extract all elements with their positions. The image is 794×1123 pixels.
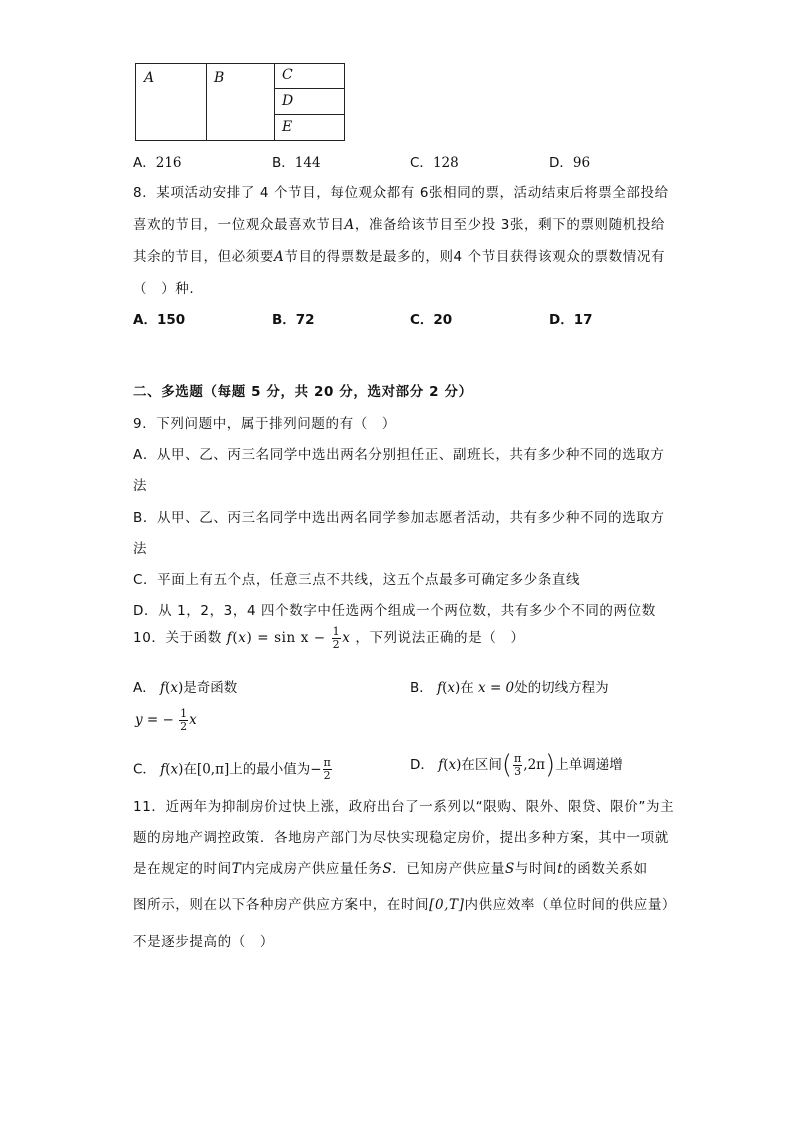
- option-label: B．: [272, 155, 295, 171]
- variable: t: [557, 861, 564, 877]
- text: ,2π: [523, 757, 546, 773]
- option-label: C．: [133, 761, 156, 778]
- variable: x: [170, 680, 178, 696]
- table-cell-b: B: [214, 70, 225, 86]
- fraction: [513, 753, 522, 778]
- text: ．已知房产供应量: [392, 861, 505, 877]
- table-cell-e: E: [282, 119, 293, 135]
- option-label: B．: [410, 680, 433, 696]
- q10-option-c[interactable]: C． f(x)在[0,π]上的最小值为− $\frac{\pi}{2}$: [133, 756, 331, 782]
- q9-option-b-cont: 法: [133, 541, 148, 557]
- text: 10．关于函数: [133, 630, 222, 646]
- text: ，下列说法正确的是（ ）: [355, 630, 525, 646]
- fraction: [179, 708, 188, 733]
- option-label: A．: [133, 155, 156, 171]
- q8-stem-line-4: （ ）种.: [133, 281, 195, 297]
- variable: f: [438, 757, 444, 773]
- option-label: D．: [549, 155, 573, 171]
- q9-option-a[interactable]: A．从甲、乙、丙三名同学中选出两名分别担任正、副班长，共有多少种不同的选取方: [133, 447, 665, 463]
- table-divider: [274, 114, 344, 115]
- q10-stem: [133, 626, 525, 651]
- variable: f: [437, 680, 443, 696]
- denominator: 2: [180, 720, 188, 733]
- q8-stem-line-2: [133, 213, 665, 233]
- q8-option-c[interactable]: C．20: [410, 312, 453, 328]
- text: 处的切线方程为: [514, 680, 609, 696]
- q7-option-d[interactable]: [549, 151, 590, 171]
- numerator: π: [514, 751, 522, 765]
- numerator: π: [323, 756, 331, 769]
- text: 内供应效率（单位时间的供应量）: [464, 897, 677, 913]
- table-cell-a: A: [144, 70, 155, 86]
- text: 在: [460, 680, 474, 696]
- interval: [0,π]: [196, 761, 230, 778]
- variable: x: [238, 630, 247, 646]
- q8-stem-line-1: 8．某项活动安排了 4 个节目，每位观众都有 6张相同的票，活动结束后将票全部投给: [133, 185, 669, 201]
- q10-option-a[interactable]: A． f(x)是奇函数: [133, 680, 238, 696]
- text: ，准备给该节目至少投 3张，剩下的票则随机投给: [354, 217, 666, 233]
- denominator: 3: [514, 764, 522, 778]
- table-divider: [274, 64, 275, 140]
- interval: [0,T]: [429, 897, 465, 913]
- text: = sin x −: [257, 630, 326, 646]
- variable: f: [226, 630, 233, 646]
- option-value: 144: [294, 155, 321, 171]
- text: 在区间: [461, 757, 502, 773]
- q10-option-b-equation: [135, 708, 197, 733]
- text: y = −: [135, 712, 174, 728]
- option-value: 216: [155, 155, 182, 171]
- q11-stem-line-1: 11．近两年为抑制房价过快上涨，政府出台了一系列以“限购、限外、限贷、限价”为主: [133, 799, 675, 815]
- q9-option-b[interactable]: B．从甲、乙、丙三名同学中选出两名同学参加志愿者活动，共有多少种不同的选取方: [133, 510, 665, 526]
- q10-option-b[interactable]: B． f(x)在 x = 0处的切线方程为: [410, 680, 609, 696]
- variable: x: [447, 680, 455, 696]
- text: 其余的节目，但必须要: [133, 249, 274, 265]
- q11-stem-line-3: [133, 857, 648, 877]
- condition: x = 0: [478, 680, 515, 696]
- text: 内完成房产供应量任务: [241, 861, 383, 877]
- q9-option-d[interactable]: D．从 1，2，3，4 四个数字中任选两个组成一个两位数，共有多少个不同的两位数: [133, 603, 656, 619]
- q9-option-a-cont: 法: [133, 478, 148, 494]
- variable: f: [160, 761, 166, 778]
- option-label: A．: [133, 680, 156, 696]
- paren: ): [545, 750, 556, 780]
- table-divider: [274, 88, 344, 89]
- q8-option-d[interactable]: D．17: [549, 312, 593, 328]
- q10-option-d[interactable]: D． f(x)在区间( $\frac{\pi}{3}$ ,2π)上单调递增: [410, 750, 623, 780]
- variable: f: [160, 680, 166, 696]
- q11-stem-line-2: 题的房地产调控政策．各地房产部门为尽快实现稳定房价，提出多种方案，其中一项就: [133, 830, 669, 846]
- variable: x: [189, 712, 197, 728]
- partition-table: [135, 63, 345, 141]
- q9-option-c[interactable]: C．平面上有五个点，任意三点不共线，这五个点最多可确定多少条直线: [133, 572, 581, 588]
- q7-option-c[interactable]: [410, 151, 459, 171]
- numerator: 1: [332, 625, 341, 638]
- paren: (: [501, 750, 513, 780]
- q8-option-b[interactable]: B．72: [272, 312, 315, 328]
- variable: T: [231, 861, 242, 877]
- text: −: [310, 761, 322, 778]
- text: 与时间: [514, 861, 558, 877]
- table-cell-c: C: [282, 67, 293, 83]
- fraction: [323, 757, 332, 782]
- option-label: D．: [410, 757, 434, 773]
- q8-stem-line-3: [133, 245, 665, 265]
- text: 在: [183, 761, 197, 778]
- option-value: 96: [572, 155, 591, 171]
- text: 喜欢的节目，一位观众最喜欢节目: [133, 217, 345, 233]
- variable: S: [382, 861, 393, 877]
- q11-stem-line-5: 不是逐步提高的（ ）: [133, 934, 274, 950]
- variable: A: [344, 217, 355, 233]
- q7-option-b[interactable]: [272, 151, 321, 171]
- variable: A: [274, 249, 285, 265]
- option-value: 128: [432, 155, 459, 171]
- section-title: 二、多选题（每题 5 分，共 20 分，选对部分 2 分）: [133, 384, 473, 400]
- fraction: [332, 626, 342, 651]
- variable: S: [504, 861, 515, 877]
- variable: x: [342, 630, 351, 646]
- numerator: 1: [180, 707, 188, 720]
- denominator: 2: [332, 638, 341, 651]
- text: 图所示，则在以下各种房产供应方案中，在时间: [133, 897, 430, 913]
- function-expression: f(x) = sin x − $\frac{1}{2}$ x: [226, 625, 351, 651]
- q9-stem: 9．下列问题中，属于排列问题的有（ ）: [133, 416, 396, 432]
- table-cell-d: D: [282, 93, 294, 109]
- text: 上单调递增: [555, 757, 623, 773]
- q7-option-a[interactable]: [133, 151, 182, 171]
- text: 是奇函数: [183, 680, 238, 696]
- text: 节目的得票数是最多的，则4 个节目获得该观众的票数情况有: [284, 249, 666, 265]
- text: 上的最小值为: [229, 761, 311, 778]
- option-label: C．: [410, 155, 433, 171]
- variable: x: [170, 761, 179, 778]
- variable: x: [448, 757, 457, 773]
- table-divider: [206, 64, 207, 140]
- text: 的函数关系如: [563, 861, 648, 877]
- text: 是在规定的时间: [133, 861, 232, 877]
- q11-stem-line-4: [133, 893, 676, 913]
- denominator: 2: [323, 769, 331, 782]
- q8-option-a[interactable]: A．150: [133, 312, 186, 328]
